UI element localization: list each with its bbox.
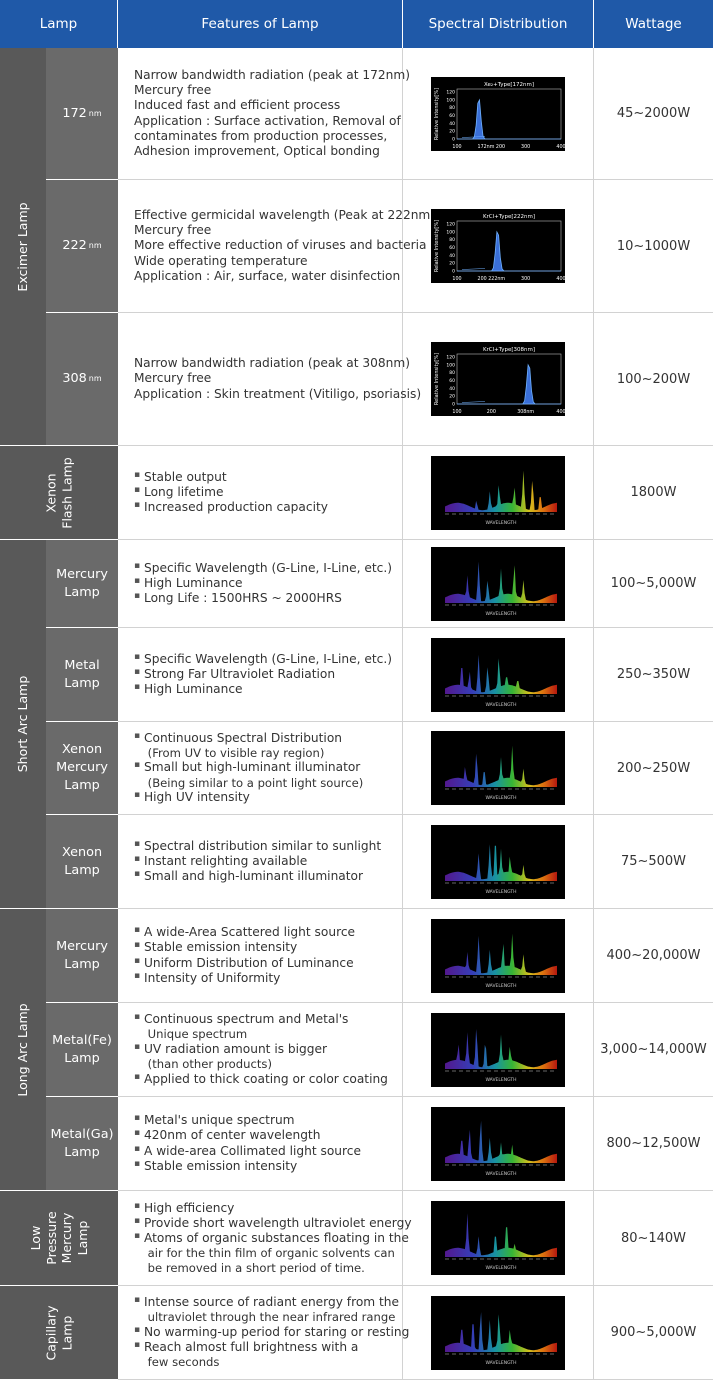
excimer-308-wattage: 100~200W [594, 313, 713, 446]
y-tick-label: 80 [449, 105, 455, 111]
long-arc-metal-ga-wattage: 800~12,500W [594, 1097, 713, 1191]
spectrum-area [445, 561, 557, 602]
group-low-pressure-mercury-lamp [0, 1191, 118, 1286]
feature-item: ▪ Reach almost full brightness with a [134, 1341, 409, 1354]
chart-xlabel: WAVELENGTH [485, 520, 517, 526]
feature-item: Mercury free [134, 371, 212, 386]
short-arc-xenon-spectrum-cell [403, 815, 594, 909]
chart-title: KrCl+Type[222nm] [482, 214, 536, 220]
feature-item: ▪ High efficiency [134, 1202, 412, 1215]
short-arc-xenon-features [118, 815, 403, 909]
long-arc-metal-fe-wattage: 3,000~14,000W [594, 1003, 713, 1097]
feature-item: ▪ A wide-Area Scattered light source [134, 926, 355, 939]
feature-item: ▪ Long lifetime [134, 486, 328, 499]
feature-item: ▪ Specific Wavelength (G-Line, I-Line, etc.) [134, 562, 392, 575]
spectrum-area [445, 1120, 557, 1162]
group-label: Long Arc Lamp [15, 1002, 31, 1097]
spectrum-baseline [462, 269, 485, 270]
spectrum-area [445, 654, 557, 693]
xenon-flash-spectrum-cell [403, 446, 594, 540]
x-tick-label: 400 [556, 277, 566, 282]
chart-xlabel: WAVELENGTH [485, 796, 517, 801]
chart-xlabel: WAVELENGTH [485, 611, 517, 617]
chart-xlabel: WAVELENGTH [485, 889, 517, 895]
feature-item: Narrow bandwidth radiation (peak at 172nm) [134, 67, 410, 82]
header-features [118, 0, 403, 48]
feature-item: (From UV to visible ray region) [144, 745, 325, 760]
header-lamp [0, 0, 118, 48]
feature-item: Induced fast and efficient process [134, 98, 341, 113]
x-tick-label: 300 [521, 277, 531, 282]
header-spectral-label: Spectral Distribution [428, 16, 568, 32]
spectrum-area [445, 1029, 557, 1069]
feature-item: ▪ Stable emission intensity [134, 1160, 361, 1173]
short-arc-xenon-spectrum-chart [431, 825, 565, 899]
chart-xlabel: WAVELENGTH [485, 1077, 517, 1083]
feature-item: be removed in a short period of time. [144, 1260, 365, 1275]
y-tick-label: 0 [452, 269, 455, 275]
group-label: Excimer Lamp [15, 201, 31, 292]
capillary-spectrum-chart [431, 1296, 565, 1370]
long-arc-mercury-label: Mercury Lamp [46, 909, 118, 1003]
wavelength-value: 308 [62, 371, 87, 387]
group-long-arc-lamp [0, 909, 46, 1191]
y-tick-label: 40 [449, 253, 455, 259]
excimer-308-label [46, 313, 118, 446]
chart-xlabel: WAVELENGTH [485, 1266, 517, 1271]
x-tick-label: 300 [521, 144, 531, 150]
feature-item: ▪ Small and high-luminant illuminator [134, 870, 381, 883]
long-arc-mercury-features [118, 909, 403, 1003]
feature-item: Adhesion improvement, Optical bonding [134, 143, 380, 158]
long-arc-mercury-spectrum-cell [403, 909, 594, 1003]
wavelength-value: 172 [62, 105, 87, 121]
long-arc-mercury-wattage: 400~20,000W [594, 909, 713, 1003]
short-arc-metal-spectrum-cell [403, 628, 594, 722]
low-pressure-mercury-wattage: 80~140W [594, 1191, 713, 1286]
short-arc-xenon-label: Xenon Lamp [46, 815, 118, 909]
feature-item: ▪ Spectral distribution similar to sunlight [134, 840, 381, 853]
feature-item: (Being similar to a point light source) [144, 775, 364, 790]
feature-item: ▪ Increased production capacity [134, 501, 328, 514]
feature-list [134, 207, 435, 285]
x-tick-label: 100 [452, 144, 462, 150]
long-arc-metal-fe-label: Metal(Fe) Lamp [46, 1003, 118, 1097]
chart-xlabel: WAVELENGTH [485, 702, 517, 708]
y-tick-label: 0 [452, 402, 455, 408]
spectrum-baseline [462, 402, 485, 403]
feature-list [134, 924, 355, 987]
x-tick-label: 400 [556, 144, 566, 150]
spectrum-area [445, 933, 557, 974]
xenon-flash-features [118, 446, 403, 540]
feature-item: ▪ High Luminance [134, 683, 392, 696]
y-tick-label: 60 [449, 113, 455, 119]
feature-item: Application : Skin treatment (Vitiligo, psoriasis) [134, 386, 422, 401]
excimer-222-features [118, 180, 436, 313]
header-features-label: Features of Lamp [201, 16, 319, 32]
feature-item: few seconds [144, 1355, 220, 1370]
long-arc-metal-ga-features [118, 1097, 403, 1191]
short-arc-xenon-wattage: 75~500W [594, 815, 713, 909]
capillary-wattage: 900~5,000W [594, 1286, 713, 1380]
group-label: Capillary Lamp [43, 1305, 74, 1360]
feature-item: ▪ Uniform Distribution of Luminance [134, 957, 355, 970]
chart-xlabel: WAVELENGTH [485, 1360, 517, 1366]
plot-frame [457, 354, 561, 404]
spectrum-peak [457, 99, 561, 138]
long-arc-metal-fe-spectrum-cell [403, 1003, 594, 1097]
low-pressure-mercury-features [118, 1191, 412, 1286]
x-tick-label: 400 [556, 410, 566, 415]
feature-list [134, 1011, 388, 1088]
long-arc-metal-fe-features [118, 1003, 403, 1097]
feature-item: ▪ UV radiation amount is bigger [134, 1043, 388, 1056]
feature-item: ▪ Instant relighting available [134, 855, 381, 868]
short-arc-xenon-mercury-spectrum-chart [431, 731, 565, 805]
feature-list [134, 651, 392, 699]
spectrum-area [445, 470, 557, 511]
chart-xlabel: WAVELENGTH [485, 983, 517, 989]
feature-list [134, 355, 421, 403]
excimer-308-features [118, 313, 422, 446]
y-tick-label: 60 [449, 246, 455, 251]
wavelength-unit: nm [88, 241, 102, 251]
feature-item: ▪ Intensity of Uniformity [134, 972, 355, 985]
y-tick-label: 100 [446, 97, 455, 103]
spectrum-peak [457, 365, 561, 404]
y-tick-label: 0 [452, 137, 455, 142]
short-arc-metal-spectrum-chart [431, 638, 565, 712]
excimer-222-spectrum-cell [403, 180, 594, 313]
feature-item: ▪ Stable emission intensity [134, 941, 355, 954]
feature-item: ▪ Atoms of organic substances floating in the [134, 1232, 412, 1245]
excimer-222-wattage: 10~1000W [594, 180, 713, 313]
chart-title: Xe₂+Type[172nm] [484, 81, 534, 88]
feature-item: ▪ Specific Wavelength (G-Line, I-Line, etc.) [134, 653, 392, 666]
x-tick-label: 172nm 200 [477, 144, 506, 150]
feature-item: More effective reduction of viruses and bacteria [134, 238, 427, 253]
group-capillary-lamp [0, 1286, 118, 1380]
feature-item: ultraviolet through the near infrared range [144, 1310, 396, 1325]
spectrum-peak [457, 232, 561, 271]
feature-list [134, 560, 392, 608]
feature-item: ▪ Provide short wavelength ultraviolet energy [134, 1217, 412, 1230]
excimer-308-spectrum-chart [431, 342, 565, 416]
y-tick-label: 80 [449, 371, 455, 377]
xenon-flash-spectrum-chart [431, 456, 565, 530]
feature-item: ▪ Metal's unique spectrum [134, 1114, 361, 1127]
feature-item: ▪ Applied to thick coating or color coating [134, 1073, 388, 1086]
feature-item: ▪ Stable output [134, 471, 328, 484]
short-arc-xenon-mercury-features [118, 722, 403, 815]
spectrum-area [445, 1312, 557, 1352]
y-tick-label: 100 [446, 230, 455, 236]
header-lamp-label: Lamp [39, 16, 78, 32]
xenon-flash-wattage: 1800W [594, 446, 713, 540]
group-label: Short Arc Lamp [15, 675, 31, 773]
feature-item: ▪ No warming-up period for staring or resting [134, 1326, 409, 1339]
y-tick-label: 120 [446, 90, 455, 95]
feature-list [134, 1112, 361, 1175]
long-arc-metal-ga-label: Metal(Ga) Lamp [46, 1097, 118, 1191]
feature-item: ▪ Intense source of radiant energy from the [134, 1296, 409, 1309]
y-tick-label: 40 [449, 386, 455, 392]
excimer-172-spectrum-cell [403, 48, 594, 180]
feature-item: ▪ High Luminance [134, 577, 392, 590]
feature-item: Narrow bandwidth radiation (peak at 308nm) [134, 356, 410, 371]
short-arc-mercury-spectrum-cell [403, 540, 594, 628]
feature-list [134, 1200, 412, 1277]
feature-item: ▪ A wide-area Collimated light source [134, 1145, 361, 1158]
feature-item: Effective germicidal wavelength (Peak at 222nm) [134, 208, 436, 223]
y-tick-label: 40 [449, 121, 455, 127]
x-tick-label: 100 [452, 277, 462, 282]
feature-item: ▪ Long Life : 1500HRS ~ 2000HRS [134, 592, 392, 605]
long-arc-mercury-spectrum-chart [431, 919, 565, 993]
header-wattage [594, 0, 713, 48]
y-tick-label: 100 [446, 363, 455, 369]
feature-item: Application : Surface activation, Removal of [134, 113, 401, 128]
plot-frame [457, 221, 561, 271]
short-arc-metal-features [118, 628, 403, 722]
x-tick-label: 200 [486, 410, 496, 415]
long-arc-metal-fe-spectrum-chart [431, 1013, 565, 1087]
group-xenon-flash-lamp [0, 446, 118, 540]
y-tick-label: 60 [449, 379, 455, 384]
feature-list [134, 1294, 409, 1371]
feature-list [134, 838, 381, 886]
excimer-172-wattage: 45~2000W [594, 48, 713, 180]
excimer-172-spectrum-chart [431, 77, 565, 151]
short-arc-xenon-mercury-wattage: 200~250W [594, 722, 713, 815]
group-short-arc-lamp [0, 540, 46, 909]
low-pressure-mercury-spectrum-chart [431, 1201, 565, 1275]
short-arc-metal-label: Metal Lamp [46, 628, 118, 722]
capillary-spectrum-cell [403, 1286, 594, 1380]
chart-xlabel: WAVELENGTH [485, 1171, 517, 1177]
spectrum-area [445, 1213, 557, 1257]
short-arc-mercury-label: Mercury Lamp [46, 540, 118, 628]
spectrum-area [445, 844, 557, 881]
long-arc-metal-ga-spectrum-cell [403, 1097, 594, 1191]
group-label: Low Pressure Mercury Lamp [27, 1211, 90, 1265]
long-arc-metal-ga-spectrum-chart [431, 1107, 565, 1181]
feature-item: ▪ 420nm of center wavelength [134, 1129, 361, 1142]
wavelength-unit: nm [88, 374, 102, 384]
chart-title: KrCl+Type[308nm] [482, 347, 536, 353]
feature-item: (than other products) [144, 1057, 272, 1072]
feature-item: ▪ Strong Far Ultraviolet Radiation [134, 668, 392, 681]
wavelength-unit: nm [88, 108, 102, 118]
feature-item: contaminates from production processes, [134, 128, 388, 143]
feature-item: Unique spectrum [144, 1027, 248, 1042]
feature-item: Mercury free [134, 223, 212, 238]
y-tick-label: 20 [449, 129, 455, 135]
y-tick-label: 120 [446, 222, 455, 228]
feature-list [134, 469, 328, 517]
spectrum-area [445, 746, 557, 787]
feature-item: air for the thin film of organic solvents can [144, 1246, 395, 1261]
x-tick-label: 308nm [517, 410, 535, 415]
plot-frame [457, 89, 561, 139]
excimer-172-features [118, 48, 410, 180]
header-wattage-label: Wattage [625, 16, 682, 32]
short-arc-metal-wattage: 250~350W [594, 628, 713, 722]
y-tick-label: 20 [449, 394, 455, 400]
short-arc-xenon-mercury-spectrum-cell [403, 722, 594, 815]
short-arc-mercury-spectrum-chart [431, 547, 565, 621]
feature-list [134, 67, 410, 160]
feature-list [134, 730, 363, 807]
feature-item: Wide operating temperature [134, 253, 308, 268]
low-pressure-mercury-spectrum-cell [403, 1191, 594, 1286]
short-arc-mercury-features [118, 540, 403, 628]
excimer-172-label [46, 48, 118, 180]
excimer-222-label [46, 180, 118, 313]
feature-item: ▪ Continuous spectrum and Metal's [134, 1013, 388, 1026]
x-tick-label: 200 222nm [477, 277, 506, 282]
excimer-222-spectrum-chart [431, 209, 565, 283]
y-tick-label: 80 [449, 238, 455, 244]
y-tick-label: 120 [446, 355, 455, 361]
x-tick-label: 100 [452, 410, 462, 415]
wavelength-value: 222 [62, 238, 87, 254]
chart-ylabel: Relative Intensity[%] [434, 352, 440, 406]
chart-ylabel: Relative Intensity[%] [434, 87, 440, 140]
chart-ylabel: Relative Intensity[%] [434, 219, 440, 273]
group-label: Xenon Flash Lamp [43, 456, 74, 529]
short-arc-xenon-mercury-label: Xenon Mercury Lamp [46, 722, 118, 815]
group-excimer-lamp [0, 48, 46, 446]
y-tick-label: 20 [449, 261, 455, 267]
feature-item: ▪ Continuous Spectral Distribution [134, 732, 363, 745]
feature-item: ▪ Small but high-luminant illuminator [134, 761, 363, 774]
short-arc-mercury-wattage: 100~5,000W [594, 540, 713, 628]
feature-item: Application : Air, surface, water disinfection [134, 268, 401, 283]
capillary-features [118, 1286, 410, 1380]
header-spectral [403, 0, 594, 48]
excimer-308-spectrum-cell [403, 313, 594, 446]
feature-item: Mercury free [134, 83, 212, 98]
feature-item: ▪ High UV intensity [134, 791, 363, 804]
